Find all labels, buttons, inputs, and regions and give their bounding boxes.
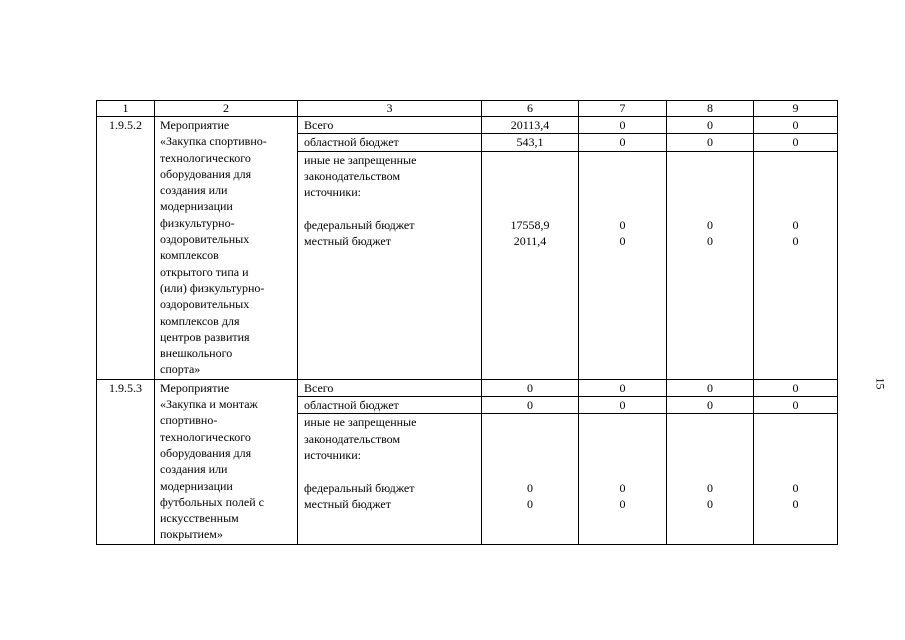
other-values-cell xyxy=(754,414,838,544)
text-line: модернизации xyxy=(160,478,233,493)
budget-table xyxy=(96,100,838,545)
local-value: 0 xyxy=(792,234,799,249)
item-code: 1.9.5.2 xyxy=(97,117,155,380)
regional-value: 0 xyxy=(667,397,754,414)
source-regional: областной бюджет xyxy=(298,397,482,414)
budget-table-body xyxy=(97,101,838,545)
regional-value: 543,1 xyxy=(482,134,579,151)
column-header: 1 xyxy=(97,101,155,117)
regional-value: 0 xyxy=(482,397,579,414)
local-value: 0 xyxy=(792,496,799,511)
column-header: 2 xyxy=(155,101,298,117)
blank-line xyxy=(754,431,837,447)
blank-line xyxy=(667,447,753,463)
blank-line xyxy=(667,414,753,430)
blank-line xyxy=(754,152,837,168)
text-line: оборудования для xyxy=(160,445,252,460)
text-line: физкультурно- xyxy=(160,215,235,230)
source-total: Всего xyxy=(298,117,482,134)
regional-value: 0 xyxy=(579,134,667,151)
text-line: центров развития xyxy=(160,329,250,344)
blank-line xyxy=(579,168,666,184)
federal-value: 0 xyxy=(792,480,799,495)
blank-line xyxy=(482,431,578,447)
blank-line xyxy=(482,184,578,200)
source-local: местный бюджет xyxy=(304,234,391,249)
text-line: (или) физкультурно- xyxy=(160,280,265,295)
source-federal: федеральный бюджет xyxy=(304,217,415,232)
other-values-cell xyxy=(667,414,754,544)
item-name xyxy=(155,117,298,380)
text-line: технологического xyxy=(160,429,251,444)
local-value: 0 xyxy=(527,496,533,511)
total-value: 0 xyxy=(667,117,754,134)
blank-line xyxy=(579,184,666,200)
other-values-cell xyxy=(579,151,667,379)
source-local: местный бюджет xyxy=(304,496,391,511)
federal-value: 0 xyxy=(619,217,626,232)
blank-line xyxy=(304,200,475,216)
blank-line xyxy=(482,152,578,168)
blank-line xyxy=(667,463,753,479)
blank-line xyxy=(667,152,753,168)
blank-line xyxy=(482,168,578,184)
text-line: законодательством xyxy=(304,168,401,183)
text-line: спорта» xyxy=(160,362,201,377)
federal-value: 0 xyxy=(792,217,799,232)
table-row xyxy=(97,379,838,396)
column-header: 8 xyxy=(667,101,754,117)
local-value: 2011,4 xyxy=(513,234,547,249)
blank-line xyxy=(579,463,666,479)
blank-line xyxy=(667,184,753,200)
total-value: 0 xyxy=(579,379,667,396)
text-line: оздоровительных xyxy=(160,297,250,312)
blank-line xyxy=(667,431,753,447)
text-line: источники: xyxy=(304,447,361,462)
blank-line xyxy=(304,463,475,479)
blank-line xyxy=(754,168,837,184)
text-line: футбольных полей с xyxy=(160,494,264,509)
item-name xyxy=(155,379,298,544)
blank-line xyxy=(482,200,578,216)
other-values-cell xyxy=(754,151,838,379)
text-line: покрытием» xyxy=(160,527,223,542)
blank-line xyxy=(482,447,578,463)
federal-value: 0 xyxy=(619,480,626,495)
regional-value: 0 xyxy=(754,397,838,414)
total-value: 0 xyxy=(754,379,838,396)
source-total: Всего xyxy=(298,379,482,396)
text-line: источники: xyxy=(304,185,361,200)
blank-line xyxy=(754,200,837,216)
other-values-cell xyxy=(482,151,579,379)
column-number-row xyxy=(97,101,838,117)
column-header: 9 xyxy=(754,101,838,117)
other-values-cell xyxy=(667,151,754,379)
blank-line xyxy=(482,463,578,479)
text-line: Мероприятие xyxy=(160,118,230,132)
column-header: 6 xyxy=(482,101,579,117)
text-line: «Закупка спортивно- xyxy=(160,134,267,149)
local-value: 0 xyxy=(619,496,626,511)
blank-line xyxy=(667,168,753,184)
text-line: искусственным xyxy=(160,511,239,526)
blank-line xyxy=(754,184,837,200)
federal-value: 17558,9 xyxy=(510,217,550,232)
other-values-cell xyxy=(482,414,579,544)
local-value: 0 xyxy=(707,234,713,249)
total-value: 0 xyxy=(754,117,838,134)
regional-value: 0 xyxy=(579,397,667,414)
federal-value: 0 xyxy=(707,217,713,232)
text-line: иные не запрещенные xyxy=(304,152,417,167)
column-header: 3 xyxy=(298,101,482,117)
text-line: комплексов xyxy=(160,248,219,263)
blank-line xyxy=(579,152,666,168)
blank-line xyxy=(579,447,666,463)
text-line: модернизации xyxy=(160,199,233,214)
text-line: спортивно- xyxy=(160,413,218,428)
text-line: создания или xyxy=(160,462,228,477)
text-line: законодательством xyxy=(304,431,401,446)
text-line: открытого типа и xyxy=(160,264,249,279)
source-other xyxy=(298,414,482,544)
other-values-cell xyxy=(579,414,667,544)
item-code: 1.9.5.3 xyxy=(97,379,155,544)
text-line: внешкольного xyxy=(160,346,233,361)
text-line: комплексов для xyxy=(160,313,240,328)
federal-value: 0 xyxy=(707,480,713,495)
local-value: 0 xyxy=(619,234,626,249)
blank-line xyxy=(754,463,837,479)
column-header: 7 xyxy=(579,101,667,117)
text-line: технологического xyxy=(160,150,251,165)
text-line: «Закупка и монтаж xyxy=(160,397,258,412)
source-other xyxy=(298,151,482,379)
text-line: иные не запрещенные xyxy=(304,415,417,430)
blank-line xyxy=(579,200,666,216)
local-value: 0 xyxy=(707,496,713,511)
total-value: 20113,4 xyxy=(482,117,579,134)
blank-line xyxy=(579,414,666,430)
text-line: Мероприятие xyxy=(160,380,230,395)
blank-line xyxy=(754,414,837,430)
source-regional: областной бюджет xyxy=(298,134,482,151)
text-line: создания или xyxy=(160,183,228,198)
text-line: оздоровительных xyxy=(160,232,250,247)
regional-value: 0 xyxy=(667,134,754,151)
page-number: 15 xyxy=(873,377,888,390)
source-federal: федеральный бюджет xyxy=(304,480,415,495)
blank-line xyxy=(579,431,666,447)
blank-line xyxy=(754,447,837,463)
table-row xyxy=(97,117,838,134)
regional-value: 0 xyxy=(754,134,838,151)
total-value: 0 xyxy=(579,117,667,134)
blank-line xyxy=(667,200,753,216)
text-line: оборудования для xyxy=(160,166,252,181)
total-value: 0 xyxy=(667,379,754,396)
blank-line xyxy=(482,414,578,430)
total-value: 0 xyxy=(482,379,579,396)
federal-value: 0 xyxy=(527,480,533,495)
